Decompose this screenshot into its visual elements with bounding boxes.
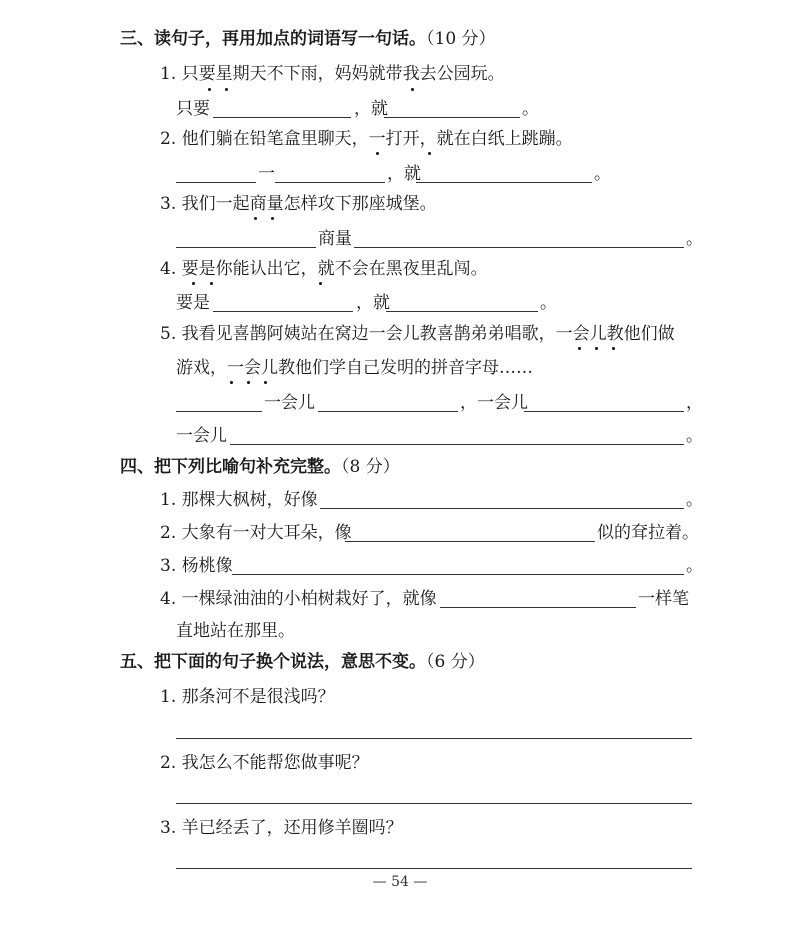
s3-item-3-blank-1[interactable] [176, 247, 316, 248]
emphasis-dot [192, 282, 195, 285]
section-4-points: （8 分） [341, 457, 400, 477]
s4-item-3-blank[interactable] [232, 574, 684, 575]
s3-item-4-blank-2[interactable] [386, 311, 538, 312]
section-3-title-text: 三、读句子，再用加点的词语写一句话。 [120, 29, 426, 49]
s3-item-5-blank-4[interactable] [230, 444, 684, 445]
section-5-points: （6 分） [426, 652, 485, 672]
s3-item-1-sentence: 1. 只要星期天不下雨，妈妈就带我去公园玩。 [160, 64, 505, 84]
s3-item-1-fill-b-label: ，就 [354, 99, 388, 119]
s3-item-5-comma: ， [686, 393, 703, 413]
section-5-title-text: 五、把下面的句子换个说法，意思不变。 [120, 652, 426, 672]
s3-item-3-sentence: 3. 我们一起商量怎样攻下那座城堡。 [160, 194, 437, 214]
s3-item-1-end: 。 [522, 99, 539, 119]
s4-item-4-continuation: 直地站在那里。 [176, 621, 295, 641]
s4-item-1-blank[interactable] [320, 508, 684, 509]
s3-item-1-fill-a-label: 只要 [176, 99, 210, 119]
s4-item-1-text: 1. 那棵大枫树，好像 [160, 490, 318, 510]
s3-item-1-blank-1[interactable] [213, 117, 351, 118]
section-3-points: （10 分） [426, 29, 496, 49]
s3-item-3-end: 。 [686, 229, 703, 249]
emphasis-dot [595, 347, 598, 350]
s5-item-1-text: 1. 那条河不是很浅吗？ [160, 687, 335, 707]
s3-item-2-blank-1[interactable] [176, 182, 256, 183]
emphasis-dot [264, 381, 267, 384]
s3-item-5-sentence-line-2: 游戏，一会儿教他们学自己发明的拼音字母…… [176, 358, 533, 378]
s3-item-4-end: 。 [540, 293, 557, 313]
emphasis-dot [247, 381, 250, 384]
section-3-title [120, 28, 496, 50]
emphasis-dot [208, 88, 211, 91]
s3-item-5-fill-c-label: 一会儿 [176, 426, 227, 446]
s3-item-5-fill-a-label: 一会儿 [264, 393, 315, 413]
s5-item-1-answer-line[interactable] [176, 738, 692, 739]
s3-item-5-blank-1[interactable] [176, 411, 262, 412]
s3-item-5-blank-2[interactable] [318, 411, 458, 412]
s3-item-5-blank-3[interactable] [524, 411, 684, 412]
emphasis-dot [230, 381, 233, 384]
s5-item-2-answer-line[interactable] [176, 803, 692, 804]
s4-item-3-end: 。 [686, 556, 703, 576]
s3-item-5-fill-b-label: ，一会儿 [460, 393, 528, 413]
s3-item-2-fill-a-label: 一 [258, 164, 275, 184]
section-4-title [120, 456, 400, 478]
s3-item-5-sentence-line-1: 5. 我看见喜鹊阿姨站在窝边一会儿教喜鹊弟弟唱歌，一会儿教他们做 [160, 324, 675, 344]
emphasis-dot [210, 282, 213, 285]
s4-item-3-text: 3. 杨桃像 [160, 556, 233, 576]
s3-item-1-blank-2[interactable] [384, 117, 520, 118]
s3-item-2-sentence: 2. 他们躺在铅笔盒里聊天，一打开，就在白纸上跳蹦。 [160, 129, 573, 149]
section-4-title-text: 四、把下列比喻句补充完整。 [120, 457, 341, 477]
s5-item-3-answer-line[interactable] [176, 868, 692, 869]
emphasis-dot [254, 217, 257, 220]
emphasis-dot [578, 347, 581, 350]
s3-item-4-sentence: 4. 要是你能认出它，就不会在黑夜里乱闯。 [160, 259, 488, 279]
s3-item-2-fill-b-label: ，就 [387, 164, 421, 184]
emphasis-dot [319, 282, 322, 285]
s4-item-2-end: 似的耷拉着。 [597, 523, 699, 543]
s3-item-4-fill-b-label: ，就 [356, 293, 390, 313]
s3-item-5-end: 。 [686, 426, 703, 446]
emphasis-dot [376, 152, 379, 155]
s5-item-3-text: 3. 羊已经丢了，还用修羊圈吗？ [160, 818, 403, 838]
section-5-title [120, 651, 485, 673]
s4-item-1-end: 。 [686, 490, 703, 510]
s4-item-4-text: 4. 一棵绿油油的小柏树栽好了，就像 [160, 589, 437, 609]
emphasis-dot [271, 217, 274, 220]
s4-item-2-text: 2. 大象有一对大耳朵，像 [160, 523, 352, 543]
s3-item-3-fill-a-label: 商量 [318, 229, 352, 249]
s3-item-2-blank-2[interactable] [275, 182, 385, 183]
emphasis-dot [411, 88, 414, 91]
emphasis-dot [225, 88, 228, 91]
s4-item-4-blank[interactable] [440, 607, 636, 608]
s4-item-4-end: 一样笔 [638, 589, 689, 609]
s3-item-3-blank-2[interactable] [354, 247, 684, 248]
emphasis-dot [428, 152, 431, 155]
s3-item-4-blank-1[interactable] [213, 311, 353, 312]
s3-item-2-blank-3[interactable] [416, 182, 592, 183]
s3-item-4-fill-a-label: 要是 [176, 293, 210, 313]
emphasis-dot [612, 347, 615, 350]
s3-item-2-end: 。 [594, 164, 611, 184]
s5-item-2-text: 2. 我怎么不能帮您做事呢？ [160, 753, 369, 773]
s4-item-2-blank[interactable] [345, 541, 595, 542]
page-number: — 54 — [372, 874, 428, 890]
